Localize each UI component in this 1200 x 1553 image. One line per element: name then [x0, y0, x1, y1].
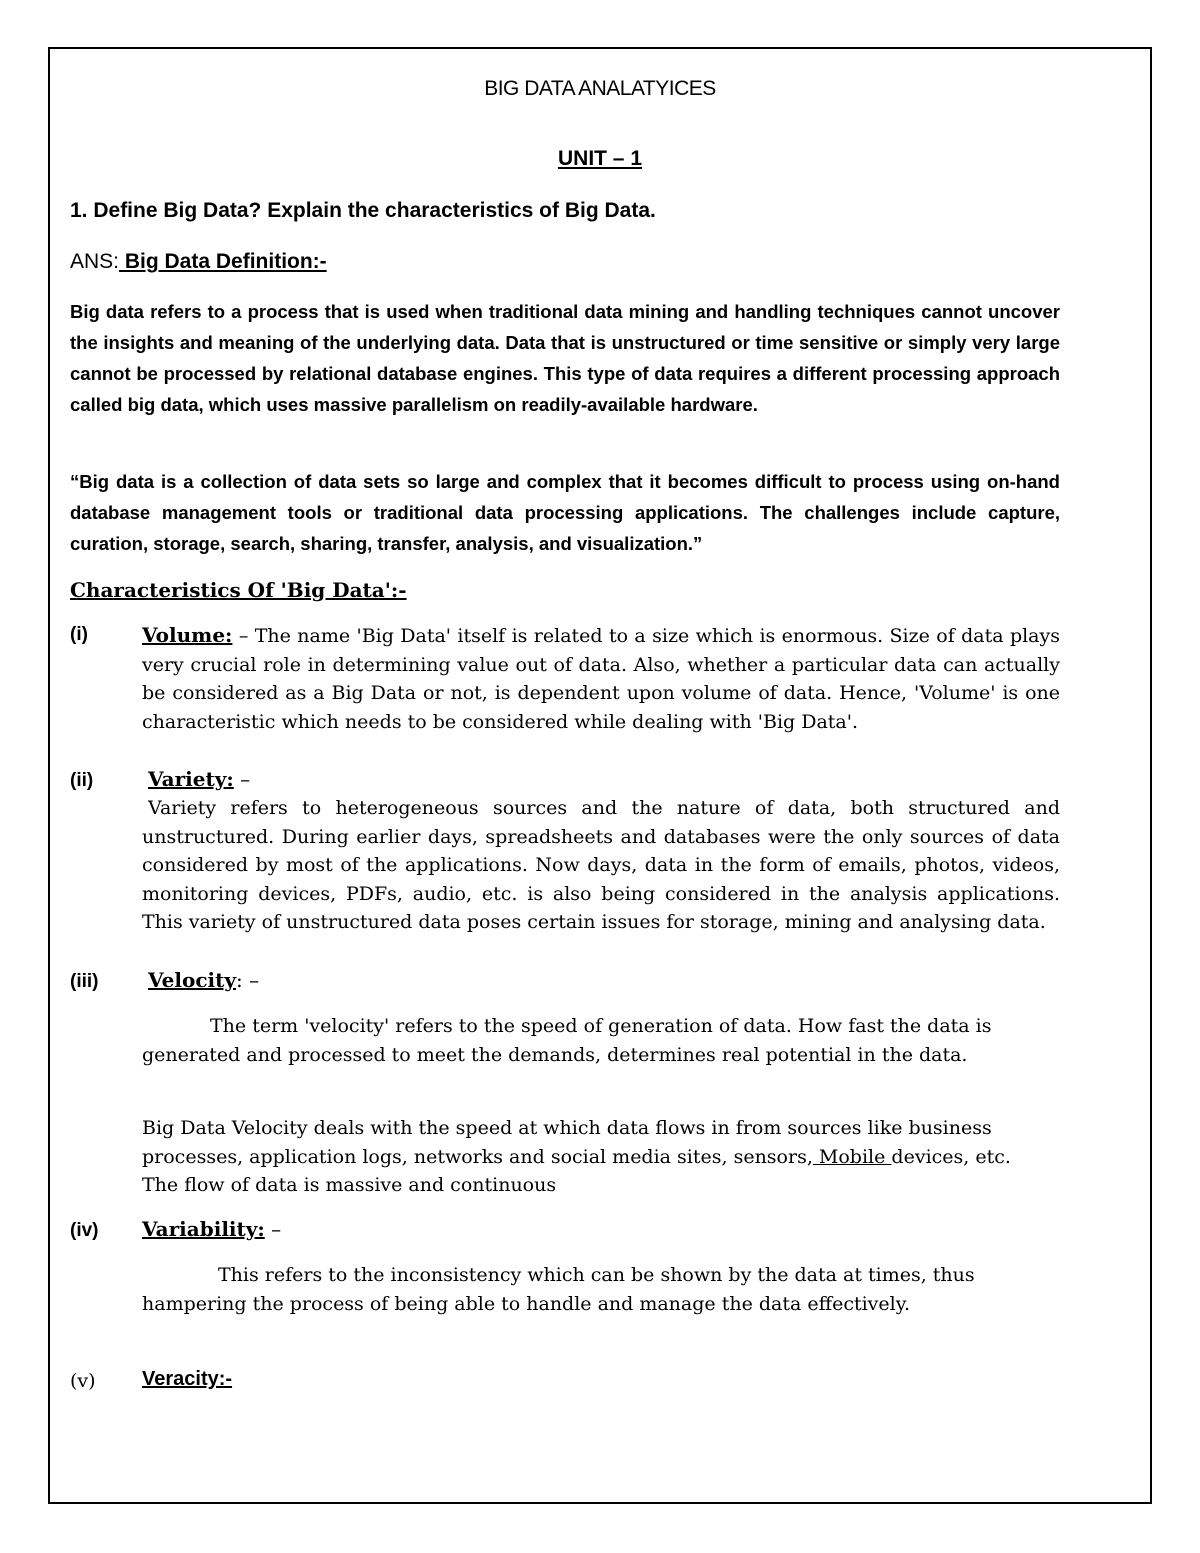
answer-prefix: ANS:	[70, 250, 120, 273]
item-number: (ii)	[70, 770, 94, 791]
item-number: (iv)	[70, 1220, 99, 1241]
velocity-text-2-after: devices, etc. The flow of data is massive and continuous	[142, 1145, 1011, 1196]
velocity-label: Velocity	[148, 968, 236, 992]
variability-heading	[142, 1217, 281, 1241]
variability-dash: –	[264, 1217, 282, 1241]
volume-section	[142, 621, 1060, 736]
velocity-heading	[148, 968, 259, 992]
item-number: (iii)	[70, 971, 99, 992]
variety-heading	[148, 767, 250, 791]
definition-paragraph: Big data refers to a process that is used when traditional data mining and handling techniques cannot uncover the insights and meaning of the underlying data. Data that is unstructured or time sensitive or simply very large cannot be processed by relational database engines. This type of data requires a different processing approach called big data, which uses massive parallelism on readily-available hardware.	[70, 301, 1060, 415]
velocity-dash: : –	[235, 968, 260, 992]
variety-dash: –	[233, 767, 251, 791]
document-title: BIG DATA ANALATYICES	[484, 77, 716, 100]
mobile-link[interactable]: Mobile	[812, 1145, 892, 1168]
velocity-text-1: The term 'velocity' refers to the speed of generation of data. How fast the data is generated and processed to meet the demands, determines real potential in the data.	[142, 1015, 992, 1066]
item-number: (i)	[70, 624, 88, 645]
veracity-label: Veracity:-	[142, 1368, 233, 1390]
quote-paragraph: “Big data is a collection of data sets so large and complex that it becomes difficult to process using on-hand database management tools or traditional data processing applications. The challenges include capture, curation, storage, search, sharing, transfer, analysis, and visualization.”	[70, 471, 1060, 554]
variability-label: Variability:	[142, 1217, 265, 1241]
item-number: (v)	[70, 1370, 96, 1392]
variability-text: This refers to the inconsistency which can be shown by the data at times, thus hampering the process of being able to handle and manage the data effectively.	[142, 1264, 975, 1315]
characteristics-heading: Characteristics Of 'Big Data':-	[70, 578, 407, 602]
velocity-text-2-before: Big Data Velocity deals with the speed at which data flows in from sources like business processes, application logs, networks and social media sites, sensors,	[142, 1117, 992, 1168]
definition-heading: Big Data Definition:-	[119, 250, 327, 273]
volume-label: Volume:	[142, 623, 233, 647]
volume-text: The name 'Big Data' itself is related to a size which is enormous. Size of data plays very crucial role in determining value out of data. Also, whether a particular data can actually be considered as a Big Data or not, is dependent upon volume of data. Hence, 'Volume' is one characteristic which needs to be considered while dealing with 'Big Data'.	[142, 625, 1060, 733]
question: 1. Define Big Data? Explain the characteristics of Big Data.	[70, 199, 656, 222]
veracity-heading	[142, 1368, 232, 1391]
volume-dash: –	[232, 625, 249, 647]
variety-label: Variety:	[148, 767, 234, 791]
answer-heading	[70, 250, 327, 274]
unit-heading: UNIT – 1	[557, 147, 643, 170]
velocity-text-2	[142, 1114, 1052, 1200]
variety-text: Variety refers to heterogeneous sources and the nature of data, both structured and unstructured. During earlier days, spreadsheets and databases were the only sources of data considered by most of the applications. Now days, data in the form of emails, photos, videos, monitoring devices, PDFs, audio, etc. is also being considered in the analysis applications. This variety of unstructured data poses certain issues for storage, mining and analysing data.	[142, 797, 1060, 933]
